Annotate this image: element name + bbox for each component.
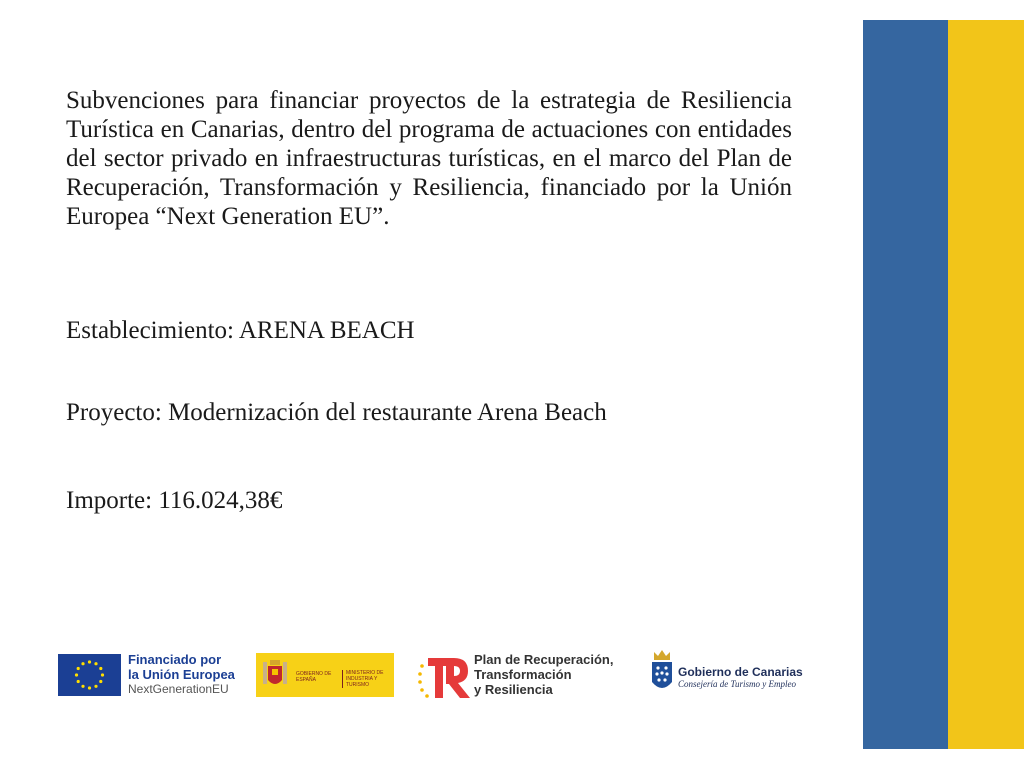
establecimiento-line: Establecimiento: ARENA BEACH — [66, 317, 415, 344]
spain-government-logo — [256, 653, 394, 697]
canarias-crest-icon — [650, 648, 674, 698]
eu-line2: la Unión Europea — [128, 667, 235, 682]
eu-funding-text — [128, 652, 235, 697]
prtr-line1: Plan de Recuperación, — [474, 652, 614, 667]
eu-line1: Financiado por — [128, 652, 222, 667]
spain-gobierno-text: GOBIERNO DE ESPAÑA — [296, 671, 332, 683]
prtr-text — [474, 652, 613, 697]
spain-crest-icon — [260, 658, 290, 692]
blue-stripe — [863, 20, 948, 749]
funding-logos — [58, 648, 818, 704]
canarias-text — [678, 665, 803, 690]
spain-ministerio-text: MINISTERIO DE INDUSTRIA Y TURISMO — [342, 670, 396, 688]
proyecto-line: Proyecto: Modernización del restaurante Arena Beach — [66, 399, 607, 426]
prtr-line2: Transformación — [474, 667, 572, 682]
canarias-title: Gobierno de Canarias — [678, 665, 803, 679]
yellow-stripe — [948, 20, 1024, 749]
eu-line3: NextGenerationEU — [128, 682, 229, 696]
canarias-subtitle: Consejería de Turismo y Empleo — [678, 679, 796, 689]
prtr-line3: y Resiliencia — [474, 682, 553, 697]
prtr-logo-icon — [416, 652, 472, 702]
intro-paragraph: Subvenciones para financiar proyectos de la estrategia de Resiliencia Turística en Canarias, dentro del programa de actuaciones con entidades del sector privado en infraestructuras turísticas, en el marco del Plan de Recuperación, Transformación y Resiliencia, financiado por la Unión Europea “Next Generation EU”. — [66, 87, 792, 230]
importe-line: Importe: 116.024,38€ — [66, 487, 283, 514]
eu-flag-icon — [58, 654, 121, 696]
